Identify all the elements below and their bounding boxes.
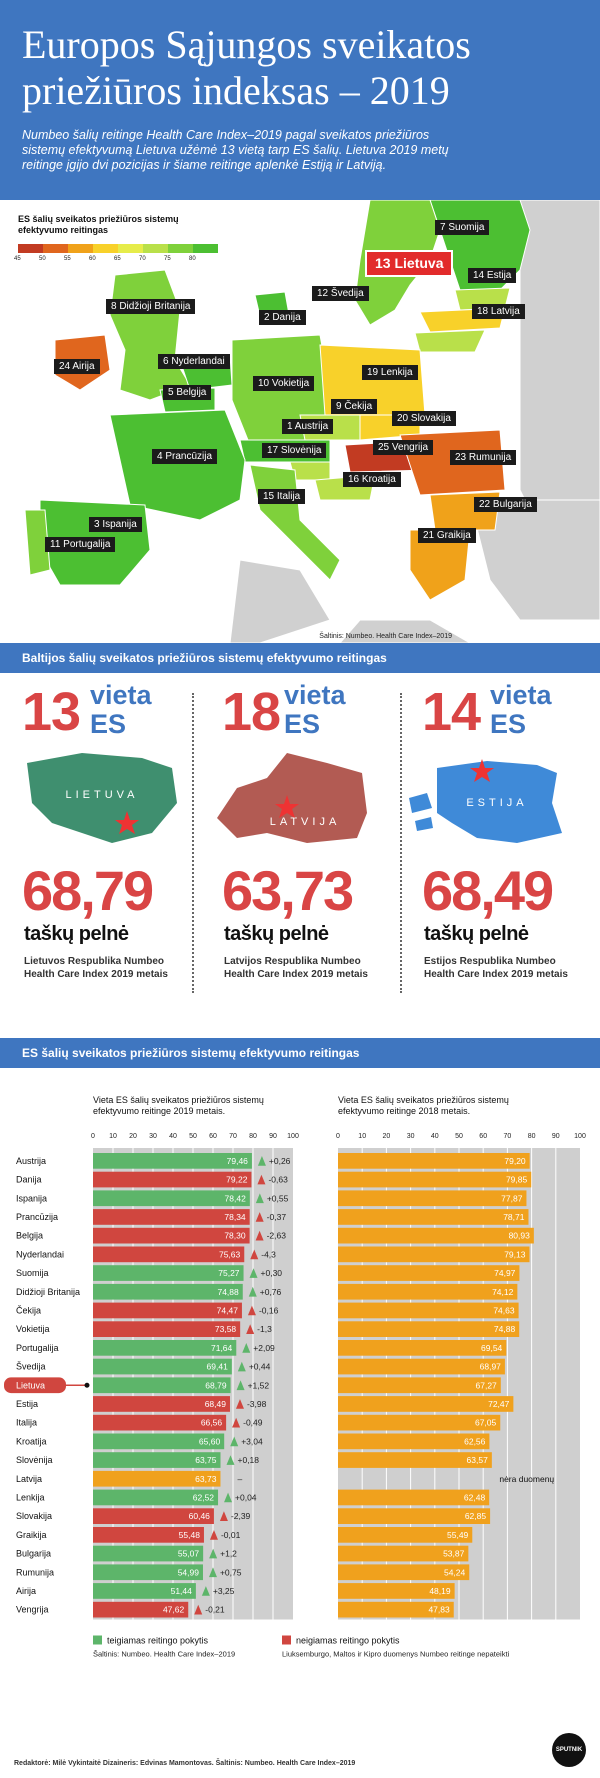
map-label-vokietija: 10 Vokietija <box>253 376 314 391</box>
rank-word2: ES <box>90 709 127 739</box>
map-label-nyderlandai: 6 Nyderlandai <box>158 354 230 369</box>
row-country-label: Vengrija <box>16 1604 49 1615</box>
legend-tick: 60 <box>89 256 96 262</box>
legend-swatch <box>43 244 68 253</box>
rank-word2: ES <box>490 709 527 739</box>
bar-2018-label: 47,83 <box>428 1604 450 1615</box>
row-country-label: Danija <box>16 1174 42 1185</box>
bar-2018-label: 79,13 <box>504 1249 526 1260</box>
x-tick-label: 30 <box>149 1133 157 1140</box>
map-label-bulgarija: 22 Bulgarija <box>474 497 537 512</box>
bar-2019-label: 78,42 <box>224 1193 246 1204</box>
bar-2018 <box>338 1228 534 1244</box>
row-country-label: Rumunija <box>16 1567 55 1578</box>
bar-2018-label: 78,71 <box>503 1211 525 1222</box>
bar-2018-label: 67,27 <box>475 1380 497 1391</box>
legend-color-bar <box>18 244 218 253</box>
map-label-suomija: 7 Suomija <box>435 220 489 235</box>
map-label-kroatija: 16 Kroatija <box>343 472 401 487</box>
legend-negative-label: neigiamas reitingo pokytis <box>296 1635 400 1646</box>
map-label-slovenija: 17 Slovėnija <box>262 443 326 458</box>
bar-2018 <box>338 1321 519 1337</box>
row-country-label: Kroatija <box>16 1436 47 1447</box>
map-label-cekija: 9 Čekija <box>331 399 377 414</box>
bar-2018-label: 72,47 <box>488 1398 510 1409</box>
x-tick-label: 0 <box>91 1133 95 1140</box>
map-label-danija: 2 Danija <box>259 310 306 325</box>
legend-swatch <box>168 244 193 253</box>
row-country-label: Estija <box>16 1398 39 1409</box>
europe-map <box>0 200 600 643</box>
map-label-estija: 14 Estija <box>468 268 516 283</box>
change-label: -0,49 <box>243 1417 263 1428</box>
bar-2019-label: 62,52 <box>192 1492 215 1503</box>
change-label: +0,44 <box>248 1361 271 1372</box>
legend-swatch <box>18 244 43 253</box>
x-tick-label: 60 <box>209 1133 217 1140</box>
row-country-label: Bulgarija <box>16 1548 52 1559</box>
score-desc <box>224 955 404 981</box>
x-tick-label: 60 <box>479 1133 488 1140</box>
x-tick-label: 40 <box>169 1133 177 1140</box>
row-country-label: Suomija <box>16 1268 49 1279</box>
bar-2019-label: 68,49 <box>204 1398 226 1409</box>
score-sub: taškų pelnė <box>224 923 329 945</box>
bar-2019-label: 47,62 <box>162 1604 185 1615</box>
baltic-card-lietuva <box>22 673 212 1038</box>
bar-2018 <box>338 1284 517 1300</box>
map-label-didzioji-britanija: 8 Didžioji Britanija <box>106 299 195 314</box>
change-label: +3,25 <box>212 1585 235 1596</box>
bar-2018-label: 69,54 <box>481 1342 503 1353</box>
change-label: +1,52 <box>247 1380 270 1391</box>
legend-swatch <box>143 244 168 253</box>
change-label: +0,75 <box>219 1567 242 1578</box>
header <box>0 0 600 200</box>
x-tick-label: 50 <box>189 1133 197 1140</box>
panel-title: Vieta ES šalių sveikatos priežiūros sistemų <box>93 1095 264 1105</box>
bar-2019-label: 65,60 <box>198 1436 221 1447</box>
map-label-austrija: 1 Austrija <box>282 419 333 434</box>
x-tick-label: 0 <box>336 1133 340 1140</box>
map-label-airija: 24 Airija <box>54 359 100 374</box>
bar-2018-label: 62,85 <box>464 1511 487 1522</box>
row-country-label: Austrija <box>16 1155 47 1166</box>
rank-label <box>490 681 552 739</box>
change-label: -0,01 <box>220 1529 241 1540</box>
bar-2018-label: 62,48 <box>463 1492 486 1503</box>
latvija-name: LATVIJA <box>269 816 341 828</box>
x-tick-label: 20 <box>129 1133 137 1140</box>
change-label: +0,76 <box>259 1286 282 1297</box>
legend-positive-swatch <box>93 1636 102 1645</box>
change-label: +2,09 <box>253 1342 275 1353</box>
legend-swatch <box>193 244 218 253</box>
score-desc-line2: Health Care Index 2019 metais <box>424 969 568 980</box>
change-label: – <box>237 1473 243 1484</box>
x-tick-label: 80 <box>527 1133 536 1140</box>
legend-tick: 75 <box>164 256 171 262</box>
bar-2019-label: 69,41 <box>206 1361 228 1372</box>
change-label: -0,63 <box>268 1174 288 1185</box>
page-title: Europos Sąjungos sveikatos priežiūros indeksas – 2019 <box>22 22 471 113</box>
bar-2018 <box>338 1172 531 1188</box>
x-tick-label: 100 <box>287 1133 299 1140</box>
row-country-label: Italija <box>16 1417 38 1428</box>
row-country-label: Slovėnija <box>16 1455 53 1466</box>
change-label: +0,55 <box>266 1193 289 1204</box>
row-country-label: Čekija <box>16 1305 42 1316</box>
row-country-label: Portugalija <box>16 1342 59 1353</box>
bar-2018-label: 80,93 <box>508 1230 530 1241</box>
row-country-label: Nyderlandai <box>16 1249 65 1260</box>
map-label-italija: 15 Italija <box>258 489 305 504</box>
change-label: -0,21 <box>205 1604 225 1615</box>
intro-text: Numbeo šalių reitinge Health Care Index–2019 pagal sveikatos priežiūros sistemų efektyvumą Lietuva užėmė 13 vietą tarp ES šalių. Lietuva 2019 metų reitinge įgijo dvi pozicijas ir šiame reitinge aplenkė Estiją ir Latviją. <box>22 128 449 172</box>
map-label-graikija: 21 Graikija <box>418 528 476 543</box>
rank-word1: vieta <box>90 680 152 710</box>
chart-note: Liuksemburgo, Maltos ir Kipro duomenys Numbeo reitinge nepateikti <box>282 1649 510 1659</box>
bar-2018-label: 74,88 <box>493 1324 516 1335</box>
rank-word2: ES <box>284 709 321 739</box>
bar-2019-label: 54,99 <box>177 1567 199 1578</box>
change-label: -4,3 <box>261 1249 276 1260</box>
x-tick-label: 70 <box>229 1133 237 1140</box>
map-label-belgija: 5 Belgija <box>163 385 211 400</box>
bar-2019-label: 78,30 <box>224 1230 246 1241</box>
bar-2018-label: 62,56 <box>464 1436 486 1447</box>
rank-word1: vieta <box>490 680 552 710</box>
bar-2018 <box>338 1396 513 1412</box>
bar-2019-label: 66,56 <box>200 1417 223 1428</box>
bar-2019-label: 75,27 <box>218 1268 240 1279</box>
map-label-lenkija: 19 Lenkija <box>362 365 418 380</box>
score-sub: taškų pelnė <box>24 923 129 945</box>
bar-2018-label: 74,63 <box>493 1305 515 1316</box>
x-tick-label: 10 <box>358 1133 367 1140</box>
bar-2018-label: 48,19 <box>429 1585 451 1596</box>
x-tick-label: 10 <box>109 1133 117 1140</box>
x-tick-label: 40 <box>430 1133 439 1140</box>
bar-2019-label: 71,64 <box>210 1342 233 1353</box>
baltic-heading: Baltijos šalių sveikatos priežiūros sistemų efektyvumo reitingas <box>0 643 600 673</box>
bar-2018 <box>338 1190 526 1206</box>
table-heading: ES šalių sveikatos priežiūros sistemų efektyvumo reitingas <box>0 1038 600 1068</box>
bar-2019-label: 79,46 <box>226 1155 248 1166</box>
change-label: +0,18 <box>237 1455 260 1466</box>
legend-swatch <box>68 244 93 253</box>
change-label: -0,16 <box>258 1305 279 1316</box>
row-country-label: Prancūzija <box>16 1211 59 1222</box>
x-tick-label: 70 <box>503 1133 512 1140</box>
legend-tick: 45 <box>14 256 21 262</box>
bar-2018-label: 79,20 <box>504 1155 526 1166</box>
score-desc <box>24 955 204 981</box>
score-desc-line1: Estijos Respublika Numbeo <box>424 956 556 967</box>
row-country-label: Belgija <box>16 1230 44 1241</box>
row-country-label: Slovakija <box>16 1511 53 1522</box>
legend-ticks <box>14 256 214 262</box>
bar-2019-label: 73,58 <box>214 1324 237 1335</box>
bar-2019-label: 79,22 <box>226 1174 248 1185</box>
lietuva-silhouette <box>22 743 182 853</box>
change-label: -1,3 <box>257 1324 272 1335</box>
chart-source: Šaltinis: Numbeo. Health Care Index–2019 <box>93 1649 236 1659</box>
bar-2018-label: 77,87 <box>501 1193 523 1204</box>
rank-number: 18 <box>222 682 281 742</box>
latvija-silhouette <box>207 743 372 853</box>
legend-swatch <box>93 244 118 253</box>
panel-title: Vieta ES šalių sveikatos priežiūros sistemų <box>338 1095 509 1105</box>
change-label: +1,2 <box>220 1548 237 1559</box>
bar-2018 <box>338 1247 529 1263</box>
score-desc-line1: Latvijos Respublika Numbeo <box>224 956 361 967</box>
score-desc-line2: Health Care Index 2019 metais <box>224 969 368 980</box>
x-tick-label: 20 <box>382 1133 391 1140</box>
lietuva-name: LIETUVA <box>65 789 139 801</box>
highlight-dot <box>85 1383 90 1388</box>
rank-label <box>284 681 346 739</box>
rank-number: 14 <box>422 682 481 742</box>
row-country-label: Lietuva <box>16 1380 46 1391</box>
baltic-card-latvija <box>222 673 412 1038</box>
row-country-label: Švedija <box>16 1361 46 1372</box>
score-desc <box>424 955 600 981</box>
score-value: 68,79 <box>22 859 153 922</box>
legend-tick: 70 <box>139 256 146 262</box>
legend-positive-label: teigiamas reitingo pokytis <box>107 1635 209 1646</box>
row-country-label: Latvija <box>16 1473 43 1484</box>
panel-title: efektyvumo reitinge 2019 metais. <box>93 1106 226 1116</box>
legend-tick: 50 <box>39 256 46 262</box>
row-country-label: Ispanija <box>16 1193 48 1204</box>
map-label-svedija: 12 Švedija <box>312 286 369 301</box>
map-label-prancuzija: 4 Prancūzija <box>152 449 217 464</box>
x-tick-label: 90 <box>269 1133 277 1140</box>
bar-2018-label: 68,97 <box>479 1361 501 1372</box>
baltic-card-estija <box>422 673 600 1038</box>
bar-2018-label: 74,12 <box>492 1286 514 1297</box>
bar-2019-label: 68,79 <box>205 1380 227 1391</box>
sputnik-logo: SPUTNIK <box>552 1733 586 1767</box>
france-shape <box>110 410 245 520</box>
change-label: +3,04 <box>241 1436 263 1447</box>
score-value: 63,73 <box>222 859 353 922</box>
bar-2018 <box>338 1209 528 1225</box>
credits: Redaktorė: Milė Vykintaitė Dizaineris: Edvinas Mamontovas. Šaltinis: Numbeo. Health Care Index–2019 <box>14 1760 356 1767</box>
score-desc-line1: Lietuvos Respublika Numbeo <box>24 956 165 967</box>
score-value: 68,49 <box>422 859 553 922</box>
estija-silhouette <box>397 743 567 853</box>
baltic-section <box>0 673 600 1038</box>
bar-2018 <box>338 1153 530 1169</box>
map-label-rumunija: 23 Rumunija <box>450 450 516 465</box>
rank-number: 13 <box>22 682 81 742</box>
bar-2019-label: 75,63 <box>218 1249 241 1260</box>
legend-swatch <box>118 244 143 253</box>
row-country-label: Didžioji Britanija <box>16 1286 81 1297</box>
change-label: -2,63 <box>266 1230 286 1241</box>
map-label-lietuva: 13 Lietuva <box>365 250 453 277</box>
legend-tick: 55 <box>64 256 71 262</box>
legend-tick: 65 <box>114 256 121 262</box>
bar-2018 <box>338 1265 519 1281</box>
x-tick-label: 30 <box>406 1133 415 1140</box>
legend-negative-swatch <box>282 1636 291 1645</box>
row-country-label: Vokietija <box>16 1324 50 1335</box>
row-country-label: Lenkija <box>16 1492 45 1503</box>
no-data-label: nėra duomenų <box>499 1473 555 1484</box>
change-label: -2,39 <box>230 1511 251 1522</box>
score-sub: taškų pelnė <box>424 923 529 945</box>
bar-2018-label: 53,87 <box>443 1548 465 1559</box>
x-tick-label: 90 <box>551 1133 560 1140</box>
bar-2018-label: 74,97 <box>494 1268 516 1279</box>
bar-2019-label: 55,07 <box>177 1548 200 1559</box>
rank-word1: vieta <box>284 680 346 710</box>
change-label: -3,98 <box>246 1398 267 1409</box>
bar-2018-label: 63,57 <box>466 1455 488 1466</box>
ranking-chart-svg <box>0 1068 600 1773</box>
change-label: +0,30 <box>260 1268 283 1279</box>
bar-2019-label: 63,75 <box>195 1455 217 1466</box>
map-source: Šaltinis: Numbeo. Health Care Index–2019 <box>319 633 452 640</box>
bar-2018-label: 54,24 <box>443 1567 466 1578</box>
bar-2018-label: 67,05 <box>474 1417 497 1428</box>
bar-2019-label: 74,47 <box>216 1305 238 1316</box>
map-label-vengrija: 25 Vengrija <box>373 440 433 455</box>
legend-title: ES šalių sveikatos priežiūros sistemų efektyvumo reitingas <box>18 214 179 235</box>
estija-name: ESTIJA <box>466 797 528 809</box>
x-tick-label: 50 <box>455 1133 463 1140</box>
map-label-slovakija: 20 Slovakija <box>392 411 456 426</box>
bar-2018-label: 55,49 <box>447 1529 469 1540</box>
lithuania-shape <box>415 330 485 352</box>
rank-label <box>90 681 152 739</box>
x-tick-label: 100 <box>574 1133 586 1140</box>
bar-2019-label: 74,88 <box>217 1286 239 1297</box>
change-label: +0,04 <box>235 1492 257 1503</box>
panel-title: efektyvumo reitinge 2018 metais. <box>338 1106 471 1116</box>
score-desc-line2: Health Care Index 2019 metais <box>24 969 168 980</box>
row-country-label: Graikija <box>16 1529 47 1540</box>
legend-tick: 80 <box>189 256 196 262</box>
row-country-label: Airija <box>16 1585 37 1596</box>
change-label: -0,37 <box>266 1211 287 1222</box>
bar-2019-label: 78,34 <box>224 1211 246 1222</box>
map-label-ispanija: 3 Ispanija <box>89 517 142 532</box>
map-label-portugalija: 11 Portugalija <box>45 537 115 552</box>
bar-2019-label: 51,44 <box>170 1585 192 1596</box>
bar-2018 <box>338 1303 519 1319</box>
ranking-chart <box>0 1068 600 1773</box>
x-tick-label: 80 <box>249 1133 257 1140</box>
bar-2018-label: 79,85 <box>505 1174 528 1185</box>
bar-2019-label: 60,46 <box>188 1511 210 1522</box>
bar-2019-label: 55,48 <box>178 1529 200 1540</box>
map-label-latvija: 18 Latvija <box>472 304 525 319</box>
bar-2019-label: 63,73 <box>195 1473 217 1484</box>
change-label: +0,26 <box>268 1155 291 1166</box>
